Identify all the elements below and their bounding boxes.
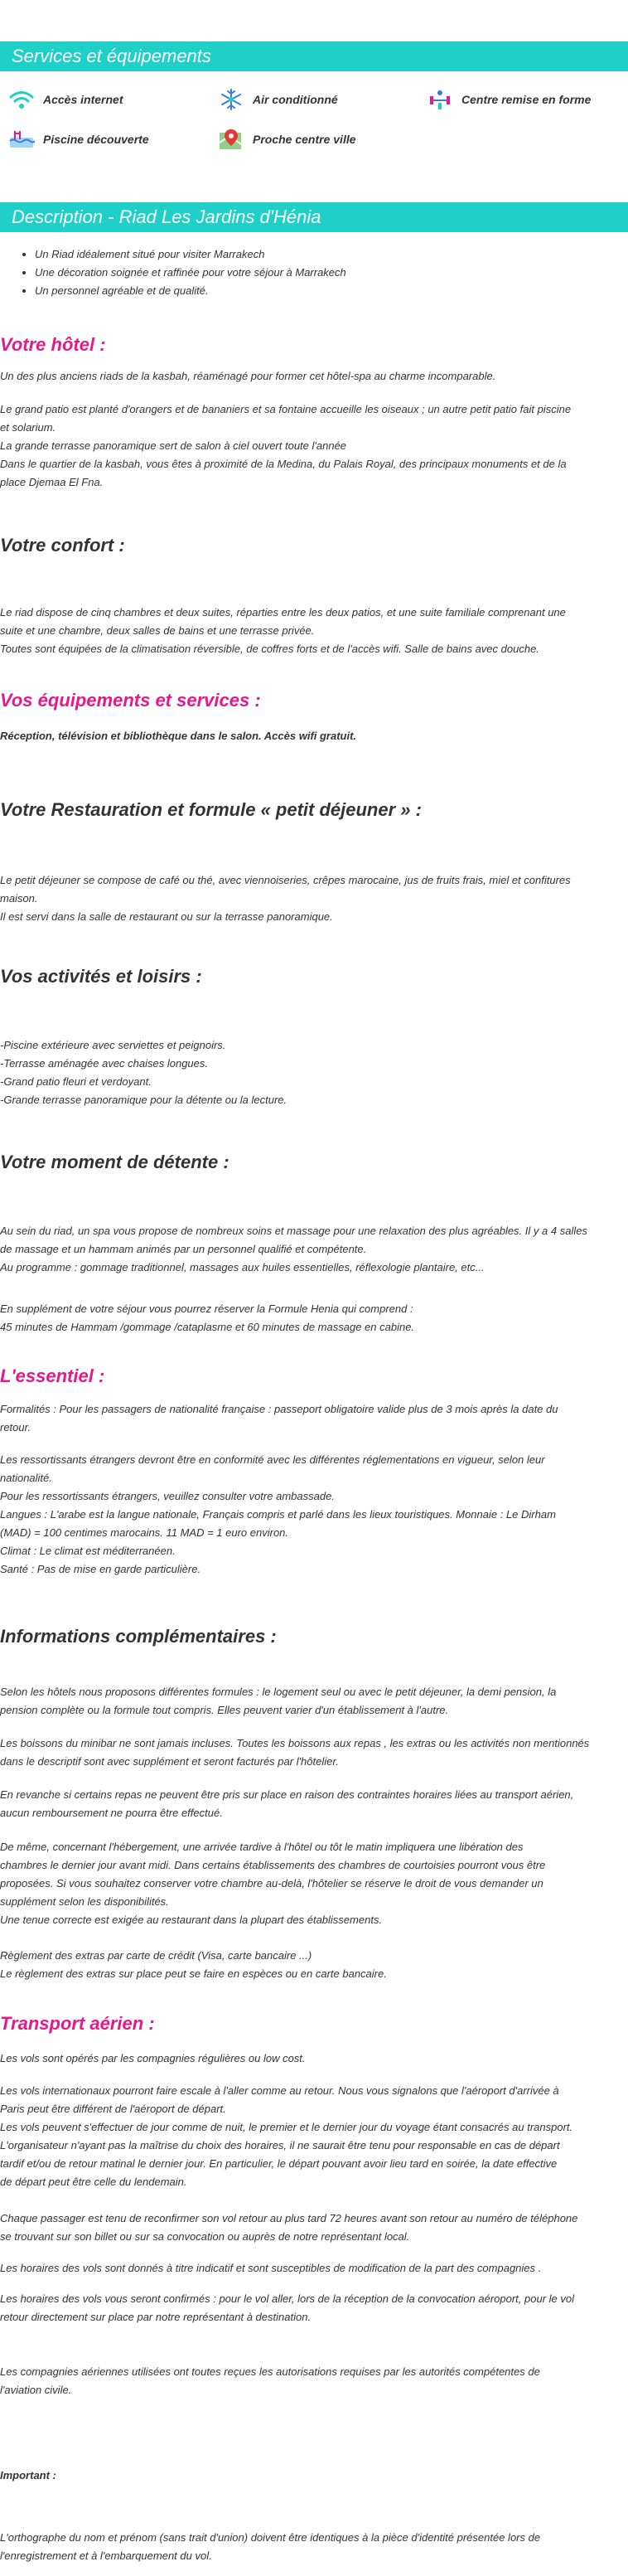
- service-item-aircon: [218, 88, 338, 111]
- section-essentiel: [0, 1365, 628, 1388]
- paragraph-line: Le grand patio est planté d'orangers et de bananiers et sa fontaine accueille les oiseaux ; un autre petit patio fait piscine: [0, 403, 572, 415]
- paragraph-line: Les horaires des vols vous seront confirmés : pour le vol aller, lors de la réception de la convocation aéroport, pour le vol: [0, 2292, 574, 2305]
- section-title: Vos activités et loisirs :: [0, 966, 202, 987]
- section-title: L'essentiel :: [0, 1366, 105, 1386]
- paragraph-line: En revanche si certains repas ne peuvent être pris sur place en raison des contraintes horaires liées au transport aérien,: [0, 1788, 574, 1801]
- paragraph-line: Selon les hôtels nous proposons différentes formules : le logement seul ou avec le petit déjeuner, la demi pension, la: [0, 1686, 557, 1698]
- service-label: Proche centre ville: [253, 133, 356, 146]
- paragraph-line: de départ peut être celle du lendemain.: [0, 2176, 187, 2188]
- paragraph-line: se trouvant sur son billet ou sur sa convocation ou auprès de notre représentant local.: [0, 2230, 410, 2243]
- paragraph-line: place Djemaa El Fna.: [0, 476, 104, 488]
- service-label: Piscine découverte: [43, 133, 149, 146]
- paragraph-line: -Piscine extérieure avec serviettes et peignoirs.: [0, 1039, 226, 1051]
- paragraph-line: nationalité.: [0, 1472, 52, 1484]
- wifi-icon: [8, 88, 35, 111]
- services-heading: Services et équipements: [12, 46, 211, 66]
- paragraph-line: Le riad dispose de cinq chambres et deux suites, réparties entre les deux patios, et une suite familiale comprenant une: [0, 606, 566, 619]
- snowflake-icon: [218, 88, 244, 111]
- detente-paragraph-1: [0, 1222, 628, 1277]
- section-restauration: [0, 798, 628, 822]
- infos-paragraph-5: [0, 1947, 628, 1983]
- service-label: Centre remise en forme: [461, 93, 592, 106]
- service-label: Accès internet: [43, 93, 123, 106]
- paragraph-line: Un des plus anciens riads de la kasbah, réaménagé pour former cet hôtel-spa au charme incomparable.: [0, 370, 496, 382]
- paragraph-line: Le règlement des extras sur place peut se faire en espèces ou en carte bancaire.: [0, 1967, 387, 1980]
- transport-paragraph-3: [0, 2210, 628, 2246]
- transport-important-label: [0, 2467, 628, 2485]
- paragraph-line: 45 minutes de Hammam /gommage /cataplasme et 60 minutes de massage en cabine.: [0, 1321, 415, 1333]
- section-title: Informations complémentaires :: [0, 1626, 277, 1647]
- service-item-city-center: [218, 128, 356, 151]
- hotel-paragraph-1: [0, 367, 628, 386]
- paragraph-line: Santé : Pas de mise en garde particulière.: [0, 1563, 201, 1575]
- fitness-icon: [427, 88, 453, 111]
- paragraph-line: l'enregistrement et à l'embarquement du vol.: [0, 2549, 212, 2562]
- essentiel-paragraph-1: [0, 1400, 628, 1437]
- description-heading: Description - Riad Les Jardins d'Hénia: [12, 206, 321, 227]
- section-activites: [0, 965, 628, 988]
- paragraph-line: Au sein du riad, un spa vous propose de nombreux soins et massage pour une relaxation des plus agréables. Il y a 4 salles: [0, 1225, 587, 1237]
- equipements-paragraph: [0, 727, 628, 745]
- paragraph-line: Au programme : gommage traditionnel, massages aux huiles essentielles, réflexologie plantaire, etc...: [0, 1261, 485, 1273]
- essentiel-paragraph-2: [0, 1451, 628, 1579]
- list-item: • Un personnel agréable et de qualité.: [35, 282, 346, 300]
- activites-list: [0, 1036, 628, 1109]
- paragraph-line: Chaque passager est tenu de reconfirmer son vol retour au plus tard 72 heures avant son retour au numéro de téléphone: [0, 2212, 578, 2224]
- service-item-internet: [8, 88, 123, 111]
- paragraph-line: Dans le quartier de la kasbah, vous êtes à proximité de la Medina, du Palais Royal, des principaux monuments et de la: [0, 458, 567, 470]
- description-bullets: [18, 245, 346, 300]
- paragraph-line: suite et une chambre, deux salles de bains et une terrasse privée.: [0, 624, 315, 637]
- paragraph-line: En supplément de votre séjour vous pourrez réserver la Formule Henia qui comprend :: [0, 1303, 413, 1315]
- section-infos: [0, 1625, 628, 1648]
- paragraph-line: La grande terrasse panoramique sert de salon à ciel ouvert toute l'année: [0, 439, 347, 452]
- pool-icon: [8, 128, 35, 151]
- section-transport: [0, 2012, 628, 2035]
- service-label: Air conditionné: [253, 93, 338, 106]
- paragraph-line: Réception, télévision et bibliothèque dans le salon. Accès wifi gratuit.: [0, 730, 357, 742]
- section-hotel: [0, 333, 628, 357]
- paragraph-line: Les vols internationaux pourront faire escale à l'aller comme au retour. Nous vous signalons que l'aéroport d'arrivée à: [0, 2084, 559, 2097]
- paragraph-line: Toutes sont équipées de la climatisation réversible, de coffres forts et de l'accès wifi. Salle de bains avec douche.: [0, 643, 539, 655]
- section-title: Vos équipements et services :: [0, 690, 261, 711]
- section-detente: [0, 1151, 628, 1174]
- paragraph-line: Les vols sont opérés par les compagnies régulières ou low cost.: [0, 2052, 306, 2064]
- transport-paragraph-7: [0, 2529, 628, 2565]
- paragraph-line: Une tenue correcte est exigée au restaurant dans la plupart des établissements.: [0, 1914, 383, 1926]
- paragraph-line: -Terrasse aménagée avec chaises longues.: [0, 1057, 208, 1070]
- section-title: Transport aérien :: [0, 2013, 155, 2034]
- hotel-paragraph-2: [0, 400, 628, 492]
- paragraph-line: maison.: [0, 892, 38, 905]
- confort-paragraph: [0, 604, 628, 658]
- paragraph-line: Le petit déjeuner se compose de café ou thé, avec viennoiseries, crêpes marocaine, jus de fruits frais, miel et confitures: [0, 874, 571, 886]
- paragraph-line: Langues : L'arabe est la langue nationale, Français compris et parlé dans les lieux touristiques. Monnaie : Le Dirham: [0, 1508, 556, 1521]
- paragraph-line: dans le descriptif sont avec supplément et seront facturés par l'hôtelier.: [0, 1755, 339, 1768]
- section-title: Votre hôtel :: [0, 334, 106, 355]
- infos-paragraph-3: [0, 1786, 628, 1822]
- section-title: Votre Restauration et formule « petit déjeuner » :: [0, 799, 422, 820]
- paragraph-line: retour.: [0, 1421, 31, 1434]
- paragraph-line: supplément selon les disponibilités.: [0, 1895, 169, 1908]
- detente-paragraph-2: [0, 1300, 628, 1337]
- section-equipements: [0, 689, 628, 712]
- paragraph-line: Climat : Le climat est méditerranéen.: [0, 1545, 176, 1557]
- service-item-pool: [8, 128, 149, 151]
- transport-paragraph-1: [0, 2050, 628, 2068]
- section-title: Votre confort :: [0, 535, 125, 555]
- list-item: • Une décoration soignée et raffinée pour votre séjour à Marrakech: [35, 264, 346, 282]
- paragraph-line: et solarium.: [0, 421, 56, 434]
- infos-paragraph-1: [0, 1683, 628, 1720]
- paragraph-line: Pour les ressortissants étrangers, veuillez consulter votre ambassade.: [0, 1490, 335, 1502]
- transport-paragraph-5: [0, 2290, 628, 2326]
- paragraph-line: Les boissons du minibar ne sont jamais incluses. Toutes les boissons aux repas , les extras ou les activités non mentionnés: [0, 1737, 590, 1749]
- service-item-fitness: [427, 88, 591, 111]
- paragraph-line: Les ressortissants étrangers devront être en conformité avec les différentes réglementations en vigueur, selon leur: [0, 1453, 545, 1466]
- paragraph-line: chambres le dernier jour avant midi. Dans certains établissements des chambres de courtoisies pourront vous être: [0, 1859, 546, 1871]
- transport-paragraph-6: [0, 2363, 628, 2399]
- services-heading-band: [0, 41, 628, 71]
- transport-paragraph-4: [0, 2259, 628, 2278]
- paragraph-line: Il est servi dans la salle de restaurant ou sur la terrasse panoramique.: [0, 910, 333, 923]
- paragraph-line: tardif et/ou de retour matinal le dernier jour. En particulier, le départ pouvant avoir lieu tard en soirée, la date effective: [0, 2157, 558, 2170]
- list-item: • Un Riad idéalement situé pour visiter Marrakech: [35, 245, 346, 264]
- transport-paragraph-2: [0, 2082, 628, 2191]
- paragraph-line: Les vols peuvent s'effectuer de jour comme de nuit, le premier et le dernier jour du voyage étant consacrés au transport.: [0, 2121, 573, 2133]
- section-title: Votre moment de détente :: [0, 1152, 229, 1172]
- paragraph-line: Les compagnies aériennes utilisées ont toutes reçues les autorisations requises par les autorités compétentes de: [0, 2365, 540, 2378]
- paragraph-line: L'orthographe du nom et prénom (sans trait d'union) doivent être identiques à la pièce d'identité présentée lors de: [0, 2531, 541, 2544]
- paragraph-line: (MAD) = 100 centimes marocains. 11 MAD = 1 euro environ.: [0, 1526, 289, 1539]
- restauration-paragraph: [0, 871, 628, 926]
- paragraph-line: Règlement des extras par carte de crédit (Visa, carte bancaire ...): [0, 1949, 312, 1962]
- important-label: Important :: [0, 2469, 56, 2481]
- paragraph-line: De même, concernant l'hébergement, une arrivée tardive à l'hôtel ou tôt le matin impliquera une libération des: [0, 1841, 524, 1853]
- paragraph-line: pension complète ou la formule tout compris. Elles peuvent varier d'un établissement à l'autre.: [0, 1704, 449, 1716]
- section-confort: [0, 534, 628, 557]
- paragraph-line: de massage et un hammam animés par un personnel qualifié et compétente.: [0, 1243, 367, 1255]
- paragraph-line: proposées. Si vous souhaitez conserver votre chambre au-delà, l'hôtelier se réserve le droit de vous demander un: [0, 1877, 543, 1890]
- paragraph-line: L'organisateur n'ayant pas la maîtrise du choix des horaires, il ne saurait être tenu pour responsable en cas de départ: [0, 2139, 560, 2152]
- map-pin-icon: [218, 128, 244, 151]
- paragraph-line: aucun remboursement ne pourra être effectué.: [0, 1807, 223, 1819]
- infos-paragraph-2: [0, 1734, 628, 1771]
- paragraph-line: Formalités : Pour les passagers de nationalité française : passeport obligatoire valide plus de 3 mois après la date du: [0, 1403, 558, 1415]
- paragraph-line: retour directement sur place par notre représentant à destination.: [0, 2311, 312, 2323]
- paragraph-line: -Grande terrasse panoramique pour la détente ou la lecture.: [0, 1094, 287, 1106]
- paragraph-line: Les horaires des vols sont donnés à titre indicatif et sont susceptibles de modification de la part des compagnies .: [0, 2262, 542, 2274]
- paragraph-line: -Grand patio fleuri et verdoyant.: [0, 1075, 152, 1088]
- paragraph-line: l'aviation civile.: [0, 2384, 72, 2396]
- paragraph-line: Paris peut être différent de l'aéroport de départ.: [0, 2103, 226, 2115]
- description-heading-band: [0, 202, 628, 232]
- infos-paragraph-4: [0, 1838, 628, 1929]
